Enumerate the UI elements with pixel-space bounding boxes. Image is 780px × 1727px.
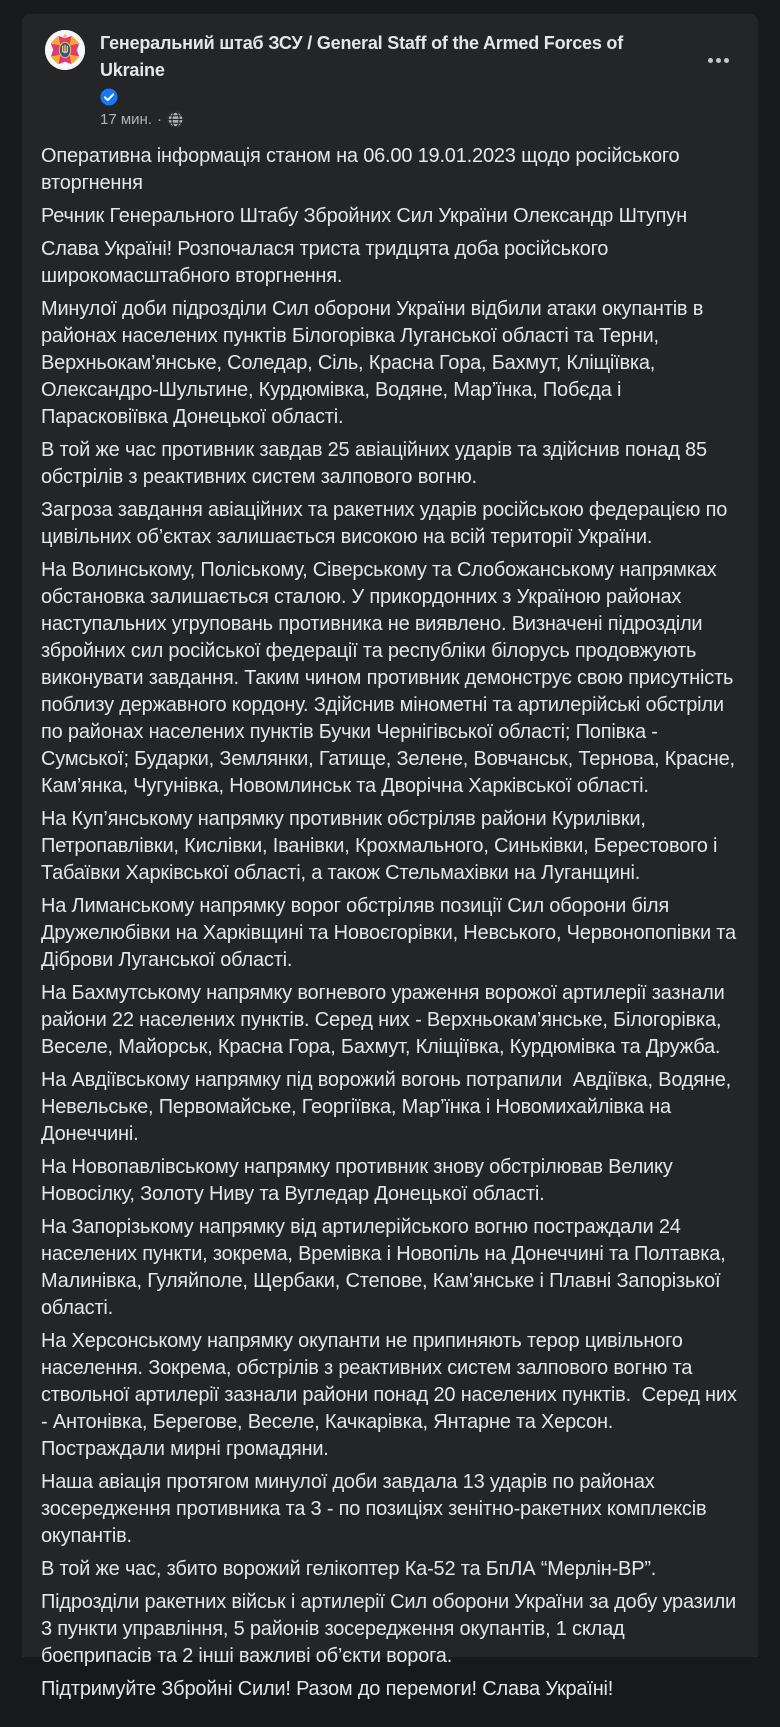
post-paragraph: Слава Україні! Розпочалася триста тридцята доба російського широкомасштабного вторгнення.: [41, 238, 614, 287]
post-paragraph: Минулої доби підрозділи Сил оборони України відбили атаки окупантів в районах населених пунктів Білогорівка Луганської області та Терни, Верхньокам’янське, Соледар, Сіль, Красна Гора, Бахмут, Кліщіївка, Олександро-Шультине, Курдюмівка, Водяне, Мар’їнка, Побєда і Парасковіївка Донецької області.: [41, 298, 709, 428]
post-paragraph: Загроза завдання авіаційних та ракетних ударів російською федерацією по цивільних об’єктах залишається високою на всій території України.: [41, 499, 733, 548]
post-paragraph: На Волинському, Поліському, Сіверському та Слобожанському напрямках обстановка залишається сталою. У прикордонних з Україною районах наступальних угруповань противника не виявлено. Визначені підрозділи збройних сил російської федерації та республіки білорусь продовжують виконувати завдання. Таким чином противник демонструє свою присутність поблизу державного кордону. Здійснив мінометні та артилерійські обстріли по районах населених пунктів Бучки Чернігівської області; Попівка - Сумської; Бударки, Землянки, Гатище, Зелене, Вовчанськ, Тернова, Красне, Кам’янка, Чугунівка, Новомлинськ та Дворічна Харківської області.: [41, 559, 741, 797]
post-meta: [100, 111, 742, 128]
post-paragraph: В той же час, збито ворожий гелікоптер Ка-52 та БпЛА “Мерлін-ВР”.: [41, 1558, 657, 1580]
post-header: [22, 14, 758, 128]
globe-icon: [167, 111, 184, 128]
verified-badge-icon: [100, 88, 118, 106]
post-header-info: [100, 30, 742, 128]
post-paragraph: На Херсонському напрямку окупанти не припиняють терор цивільного населення. Зокрема, обстрілів з реактивних систем залпового вогню та ствольної артилерії зазнали райони понад 20 населених пунктів. Серед них - Антонівка, Берегове, Веселе, Качкарівка, Янтарне та Херсон. Постраждали мирні громадяни.: [41, 1330, 743, 1460]
general-staff-emblem-icon: [45, 30, 85, 70]
post-paragraph: На Запорізькому напрямку від артилерійського вогню постраждали 24 населених пункти, зокрема, Времівка і Новопіль на Донеччині та Полтавка, Малинівка, Гуляйполе, Щербаки, Степове, Кам’янське і Плавні Запорізької області.: [41, 1216, 731, 1319]
post-paragraph: Підтримуйте Збройні Сили! Разом до перемоги! Слава Україні!: [41, 1678, 614, 1700]
meta-separator: ·: [157, 111, 162, 128]
page-name-link[interactable]: Генеральний штаб ЗСУ / General Staff of the Armed Forces of Ukraine: [100, 33, 624, 80]
post-paragraph: Наша авіація протягом минулої доби завдала 13 ударів по районах зосередження противника та 3 - по позиціях зенітно-ракетних комплексів окупантів.: [41, 1471, 712, 1547]
post-text: [22, 128, 758, 1727]
ellipsis-horizontal-icon: [708, 58, 713, 63]
post-paragraph: На Куп’янському напрямку противник обстріляв райони Курилівки, Петропавлівки, Кислівки, Іванівки, Крохмального, Синьківки, Берестового і Табаївки Харківської області, а також Стельмахівки на Луганщині.: [41, 808, 723, 884]
more-options-button[interactable]: [700, 42, 736, 78]
badge-row: [100, 88, 742, 106]
post-paragraph: Речник Генерального Штабу Збройних Сил України Олександр Штупун: [41, 205, 687, 227]
post-paragraph: В той же час противник завдав 25 авіаційних ударів та здійснив понад 85 обстрілів з реактивних систем залпового вогню.: [41, 439, 713, 488]
timestamp-link[interactable]: 17 мин.: [100, 111, 152, 128]
post-paragraph: На Лиманському напрямку ворог обстріляв позиції Сил оборони біля Дружелюбівки на Харківщині та Новоєгорівки, Невського, Червонопопівки та Діброви Луганської області.: [41, 895, 742, 971]
post-card: [22, 14, 758, 1700]
post-paragraph: Оперативна інформація станом на 06.00 19.01.2023 щодо російського вторгнення: [41, 145, 685, 194]
post-paragraph: На Бахмутському напрямку вогневого ураження ворожої артилерії зазнали райони 22 населених пунктів. Серед них - Верхньокам’янське, Білогорівка, Веселе, Майорськ, Красна Гора, Бахмут, Кліщіївка, Курдюмівка та Дружба.: [41, 982, 730, 1058]
page-avatar[interactable]: [45, 30, 85, 70]
post-paragraph: На Новопавлівському напрямку противник знову обстрілював Велику Новосілку, Золоту Ниву та Вугледар Донецької області.: [41, 1156, 678, 1205]
post-paragraph: На Авдіївському напрямку під ворожий вогонь потрапили Авдіївка, Водяне, Невельське, Первомайське, Георгіївка, Мар’їнка і Новомихайлівка на Донеччині.: [41, 1069, 737, 1145]
post-paragraph: Підрозділи ракетних військ і артилерії Сил оборони України за добу уразили 3 пункти управління, 5 районів зосередження окупантів, 1 склад боєприпасів та 2 інші важливі об’єкти ворога.: [41, 1591, 742, 1667]
